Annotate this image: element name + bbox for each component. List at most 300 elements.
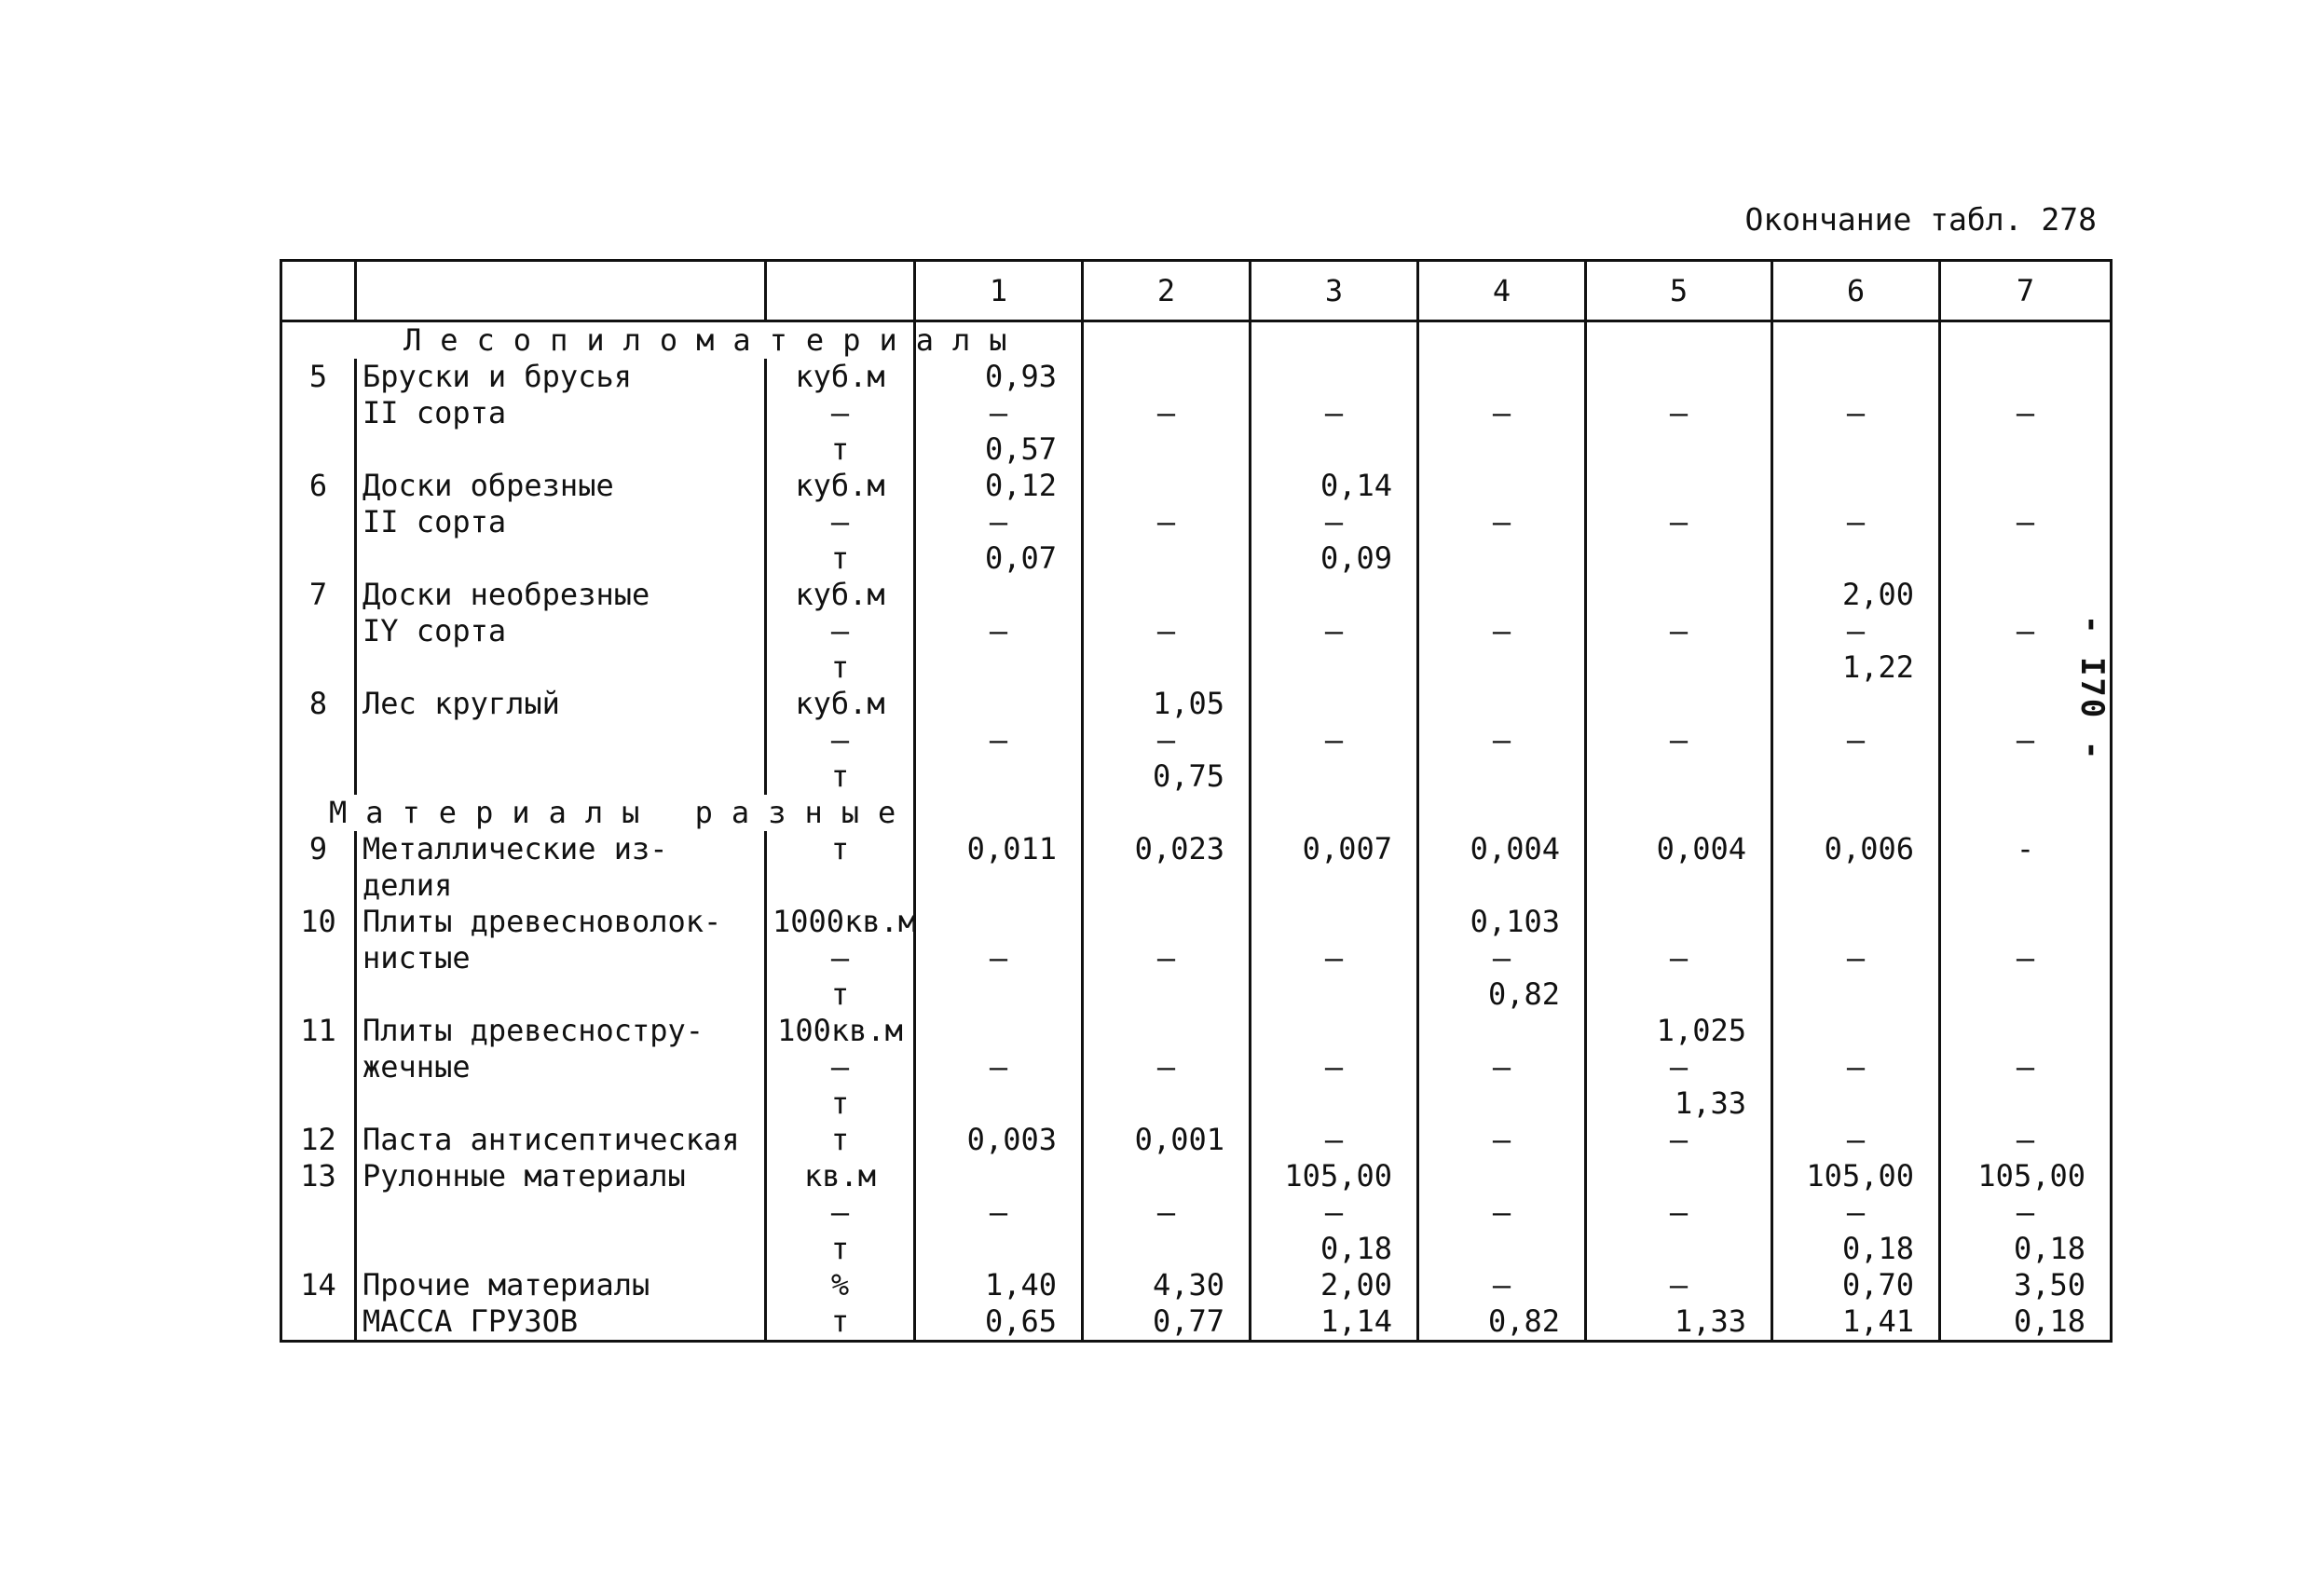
row-number [281,1303,356,1342]
value-cell [1083,1231,1251,1267]
row-number: 7 [281,577,356,613]
table-cell [1586,795,1772,831]
unit: т [766,1303,915,1342]
table-cell [1772,795,1940,831]
table-cell [915,795,1083,831]
value-cell [1418,1013,1586,1049]
value-cell [1418,431,1586,468]
value-cell [1940,468,2112,504]
value-cell [915,867,1083,904]
value-cell: – [1083,940,1251,976]
section-heading-row [281,795,2112,831]
value-cell: 0,011 [915,831,1083,867]
value-cell: 0,18 [1772,1231,1940,1267]
value-cell [1586,867,1772,904]
materials-table [280,259,2110,1377]
value-cell: — [1586,1049,1772,1085]
value-cell [1772,359,1940,395]
unit: % [766,1267,915,1303]
row-number: 13 [281,1158,356,1194]
material-name: Доски обрезные [356,468,766,504]
value-cell [1586,359,1772,395]
unit: т [766,1231,915,1267]
value-cell [915,1013,1083,1049]
unit: куб.м [766,468,915,504]
column-header: 5 [1586,261,1772,321]
value-cell [1418,1085,1586,1122]
value-cell [1772,431,1940,468]
value-cell: 0,103 [1418,904,1586,940]
value-cell [1251,649,1418,686]
unit: т [766,431,915,468]
row-number: 6 [281,468,356,504]
value-cell: 0,001 [1083,1122,1251,1158]
value-cell: — [1418,940,1586,976]
value-cell: 0,57 [915,431,1083,468]
value-cell: – [1418,1194,1586,1231]
unit: т [766,758,915,795]
column-header [356,261,766,321]
value-cell [1772,686,1940,722]
value-cell [1940,1085,2112,1122]
value-cell: — [1940,1194,2112,1231]
unit: — [766,504,915,540]
value-cell: – [1940,613,2112,649]
value-cell [1586,540,1772,577]
value-cell: 0,75 [1083,758,1251,795]
table-row [281,1194,2112,1231]
value-cell: – [1772,504,1940,540]
value-cell: 0,18 [1940,1303,2112,1342]
value-cell: - [1940,831,2112,867]
material-name [356,976,766,1013]
value-cell: – [1586,613,1772,649]
table-row [281,1231,2112,1267]
value-cell [1586,1158,1772,1194]
material-name [356,1194,766,1231]
column-header [766,261,915,321]
value-cell: – [1251,940,1418,976]
value-cell: 2,00 [1772,577,1940,613]
value-cell [1418,686,1586,722]
value-cell [1772,1013,1940,1049]
value-cell: – [1418,1267,1586,1303]
value-cell: 0,82 [1418,976,1586,1013]
row-number [281,1049,356,1085]
value-cell [1251,359,1418,395]
row-number [281,940,356,976]
table-row [281,867,2112,904]
unit: 1000кв.м [766,904,915,940]
value-cell: 0,77 [1083,1303,1251,1342]
value-cell: 0,12 [915,468,1083,504]
table-cell [1940,321,2112,360]
material-name: нистые [356,940,766,976]
value-cell: – [1940,504,2112,540]
value-cell [1251,758,1418,795]
value-cell: – [1083,395,1251,431]
value-cell: – [915,722,1083,758]
value-cell [1418,468,1586,504]
table-row [281,904,2112,940]
unit: т [766,976,915,1013]
value-cell: 0,65 [915,1303,1083,1342]
table-cell [1418,795,1586,831]
value-cell: – [1418,504,1586,540]
column-header: 7 [1940,261,2112,321]
value-cell [1940,976,2112,1013]
value-cell: 1,40 [915,1267,1083,1303]
table-row [281,1267,2112,1303]
table-row [281,686,2112,722]
column-header: 3 [1251,261,1418,321]
value-cell [1586,577,1772,613]
table-row [281,613,2112,649]
value-cell: – [1586,722,1772,758]
table-row [281,1122,2112,1158]
value-cell [1083,1013,1251,1049]
value-cell [1940,540,2112,577]
value-cell: – [1251,395,1418,431]
value-cell: – [1083,613,1251,649]
value-cell [1418,1231,1586,1267]
value-cell: – [1083,1194,1251,1231]
material-name [356,758,766,795]
row-number [281,758,356,795]
table-row [281,722,2112,758]
table-cell [1251,321,1418,360]
value-cell [1418,577,1586,613]
row-number: 14 [281,1267,356,1303]
row-number: 10 [281,904,356,940]
value-cell [1083,577,1251,613]
value-cell [1772,904,1940,940]
value-cell: – [915,940,1083,976]
material-name: II сорта [356,395,766,431]
column-header: 1 [915,261,1083,321]
value-cell: — [1251,504,1418,540]
material-name: Металлические из- [356,831,766,867]
unit: т [766,649,915,686]
value-cell: 2,00 [1251,1267,1418,1303]
row-number [281,431,356,468]
unit: куб.м [766,686,915,722]
material-name: Плиты древесноволок- [356,904,766,940]
value-cell: – [1083,1049,1251,1085]
row-number: 5 [281,359,356,395]
unit [766,867,915,904]
value-cell [1772,976,1940,1013]
material-name: Доски необрезные [356,577,766,613]
unit: 100кв.м [766,1013,915,1049]
value-cell [1251,976,1418,1013]
material-name [356,431,766,468]
value-cell: 0,93 [915,359,1083,395]
value-cell [915,904,1083,940]
value-cell [1083,1158,1251,1194]
unit: т [766,831,915,867]
value-cell [1251,686,1418,722]
material-name: Бруски и брусья [356,359,766,395]
section-heading: Лесопиломатериалы [281,321,915,360]
row-number [281,649,356,686]
value-cell [1251,904,1418,940]
material-name: Паста антисептическая [356,1122,766,1158]
value-cell [1586,1231,1772,1267]
value-cell: – [1772,395,1940,431]
row-number [281,722,356,758]
table-caption: Окончание табл. 278 [1744,201,2097,238]
table-row [281,1085,2112,1122]
column-header: 6 [1772,261,1940,321]
value-cell: 0,004 [1418,831,1586,867]
value-cell: – [1083,504,1251,540]
material-name: IY сорта [356,613,766,649]
value-cell [1940,867,2112,904]
value-cell: – [1586,1194,1772,1231]
table-row [281,395,2112,431]
value-cell: — [1251,1194,1418,1231]
value-cell [1586,468,1772,504]
value-cell: – [1251,1122,1418,1158]
value-cell: – [1418,1049,1586,1085]
material-name: Рулонные материалы [356,1158,766,1194]
value-cell: – [1940,395,2112,431]
table-cell [1418,321,1586,360]
value-cell: – [1586,395,1772,431]
value-cell [1940,577,2112,613]
value-cell: 0,023 [1083,831,1251,867]
value-cell: – [1251,1049,1418,1085]
value-cell: 1,33 [1586,1085,1772,1122]
value-cell [1083,1085,1251,1122]
table-cell [1772,321,1940,360]
value-cell: 0,006 [1772,831,1940,867]
value-cell [1251,431,1418,468]
value-cell [1251,577,1418,613]
value-cell [1083,976,1251,1013]
value-cell: — [915,504,1083,540]
table-row [281,359,2112,395]
value-cell: – [1940,940,2112,976]
unit: т [766,1122,915,1158]
value-cell [1772,540,1940,577]
unit: — [766,1194,915,1231]
material-name [356,722,766,758]
row-number: 9 [281,831,356,867]
column-header: 2 [1083,261,1251,321]
row-number [281,976,356,1013]
unit: — [766,395,915,431]
value-cell: – [1586,1267,1772,1303]
table-row [281,940,2112,976]
table-header-row [281,261,2112,321]
row-number [281,1231,356,1267]
row-number [281,1194,356,1231]
value-cell [1586,976,1772,1013]
section-heading-row [281,321,2112,360]
table-row [281,976,2112,1013]
value-cell [1083,468,1251,504]
unit: т [766,1085,915,1122]
value-cell: 105,00 [1772,1158,1940,1194]
value-cell: 0,09 [1251,540,1418,577]
column-header [281,261,356,321]
value-cell: 0,003 [915,1122,1083,1158]
value-cell [1083,867,1251,904]
value-cell [915,649,1083,686]
unit: — [766,940,915,976]
value-cell: 1,14 [1251,1303,1418,1342]
value-cell [1418,867,1586,904]
value-cell: 3,50 [1940,1267,2112,1303]
material-name: Плиты древесностру- [356,1013,766,1049]
value-cell [1940,758,2112,795]
value-cell [1083,904,1251,940]
value-cell: – [1940,1122,2112,1158]
value-cell: – [1251,613,1418,649]
row-number [281,613,356,649]
row-number [281,395,356,431]
value-cell [1586,904,1772,940]
table-row [281,468,2112,504]
value-cell [1418,1158,1586,1194]
material-name: Прочие материалы [356,1267,766,1303]
value-cell: 0,007 [1251,831,1418,867]
value-cell: 105,00 [1251,1158,1418,1194]
material-name: делия [356,867,766,904]
value-cell [1772,468,1940,504]
value-cell: 0,82 [1418,1303,1586,1342]
value-cell: – [1586,1122,1772,1158]
material-name [356,649,766,686]
value-cell [1418,649,1586,686]
value-cell [1940,686,2112,722]
value-cell: 0,14 [1251,468,1418,504]
row-number [281,540,356,577]
value-cell [1940,359,2112,395]
row-number: 11 [281,1013,356,1049]
value-cell: – [1251,722,1418,758]
unit: куб.м [766,577,915,613]
value-cell: — [915,395,1083,431]
value-cell: 0,70 [1772,1267,1940,1303]
table-cell [1083,321,1251,360]
value-cell: 1,33 [1586,1303,1772,1342]
table-row [281,831,2112,867]
value-cell [1418,359,1586,395]
unit: — [766,722,915,758]
value-cell: – [1772,940,1940,976]
value-cell: – [1772,722,1940,758]
column-header: 4 [1418,261,1586,321]
material-name: II сорта [356,504,766,540]
material-name [356,540,766,577]
value-cell: – [1418,613,1586,649]
value-cell: 0,18 [1251,1231,1418,1267]
value-cell: – [1940,722,2112,758]
value-cell [1940,904,2112,940]
value-cell: – [1586,504,1772,540]
value-cell [1586,758,1772,795]
value-cell [1586,431,1772,468]
section-heading: Материалы разные [281,795,915,831]
unit: куб.м [766,359,915,395]
value-cell: 1,22 [1772,649,1940,686]
value-cell [1586,686,1772,722]
material-name: жечные [356,1049,766,1085]
value-cell: – [1418,722,1586,758]
material-name: МАССА ГРУЗОВ [356,1303,766,1342]
value-cell: 1,41 [1772,1303,1940,1342]
unit: — [766,613,915,649]
table-cell [1586,321,1772,360]
row-number [281,504,356,540]
value-cell: 1,025 [1586,1013,1772,1049]
value-cell: – [1418,395,1586,431]
value-cell [1251,1013,1418,1049]
row-number: 8 [281,686,356,722]
table-row [281,1303,2112,1342]
unit: — [766,1049,915,1085]
value-cell: 0,004 [1586,831,1772,867]
value-cell: – [1772,1122,1940,1158]
value-cell: – [1586,940,1772,976]
row-number [281,1085,356,1122]
table-row [281,540,2112,577]
value-cell: – [1418,1122,1586,1158]
value-cell [1772,1085,1940,1122]
table-row [281,1013,2112,1049]
value-cell [915,976,1083,1013]
material-name [356,1231,766,1267]
value-cell [915,1085,1083,1122]
value-cell: – [1772,1049,1940,1085]
value-cell [1418,758,1586,795]
value-cell [915,1231,1083,1267]
value-cell: – [915,1049,1083,1085]
unit: кв.м [766,1158,915,1194]
value-cell [1772,758,1940,795]
value-cell: 0,07 [915,540,1083,577]
table-row [281,758,2112,795]
value-cell [915,686,1083,722]
value-cell [1586,649,1772,686]
row-number [281,867,356,904]
value-cell [1083,540,1251,577]
value-cell: 105,00 [1940,1158,2112,1194]
value-cell: – [1940,1049,2112,1085]
value-cell: 1,05 [1083,686,1251,722]
value-cell: 0,18 [1940,1231,2112,1267]
value-cell [1251,867,1418,904]
value-cell: — [1772,1194,1940,1231]
value-cell [1940,431,2112,468]
unit: т [766,540,915,577]
value-cell [1418,540,1586,577]
value-cell [1083,649,1251,686]
value-cell [1083,431,1251,468]
value-cell [915,577,1083,613]
value-cell [1251,1085,1418,1122]
table-row [281,504,2112,540]
value-cell [915,758,1083,795]
table-cell [1083,795,1251,831]
page-number: - I70 - [2073,615,2111,762]
table-row [281,649,2112,686]
value-cell [1083,359,1251,395]
material-name: Лес круглый [356,686,766,722]
